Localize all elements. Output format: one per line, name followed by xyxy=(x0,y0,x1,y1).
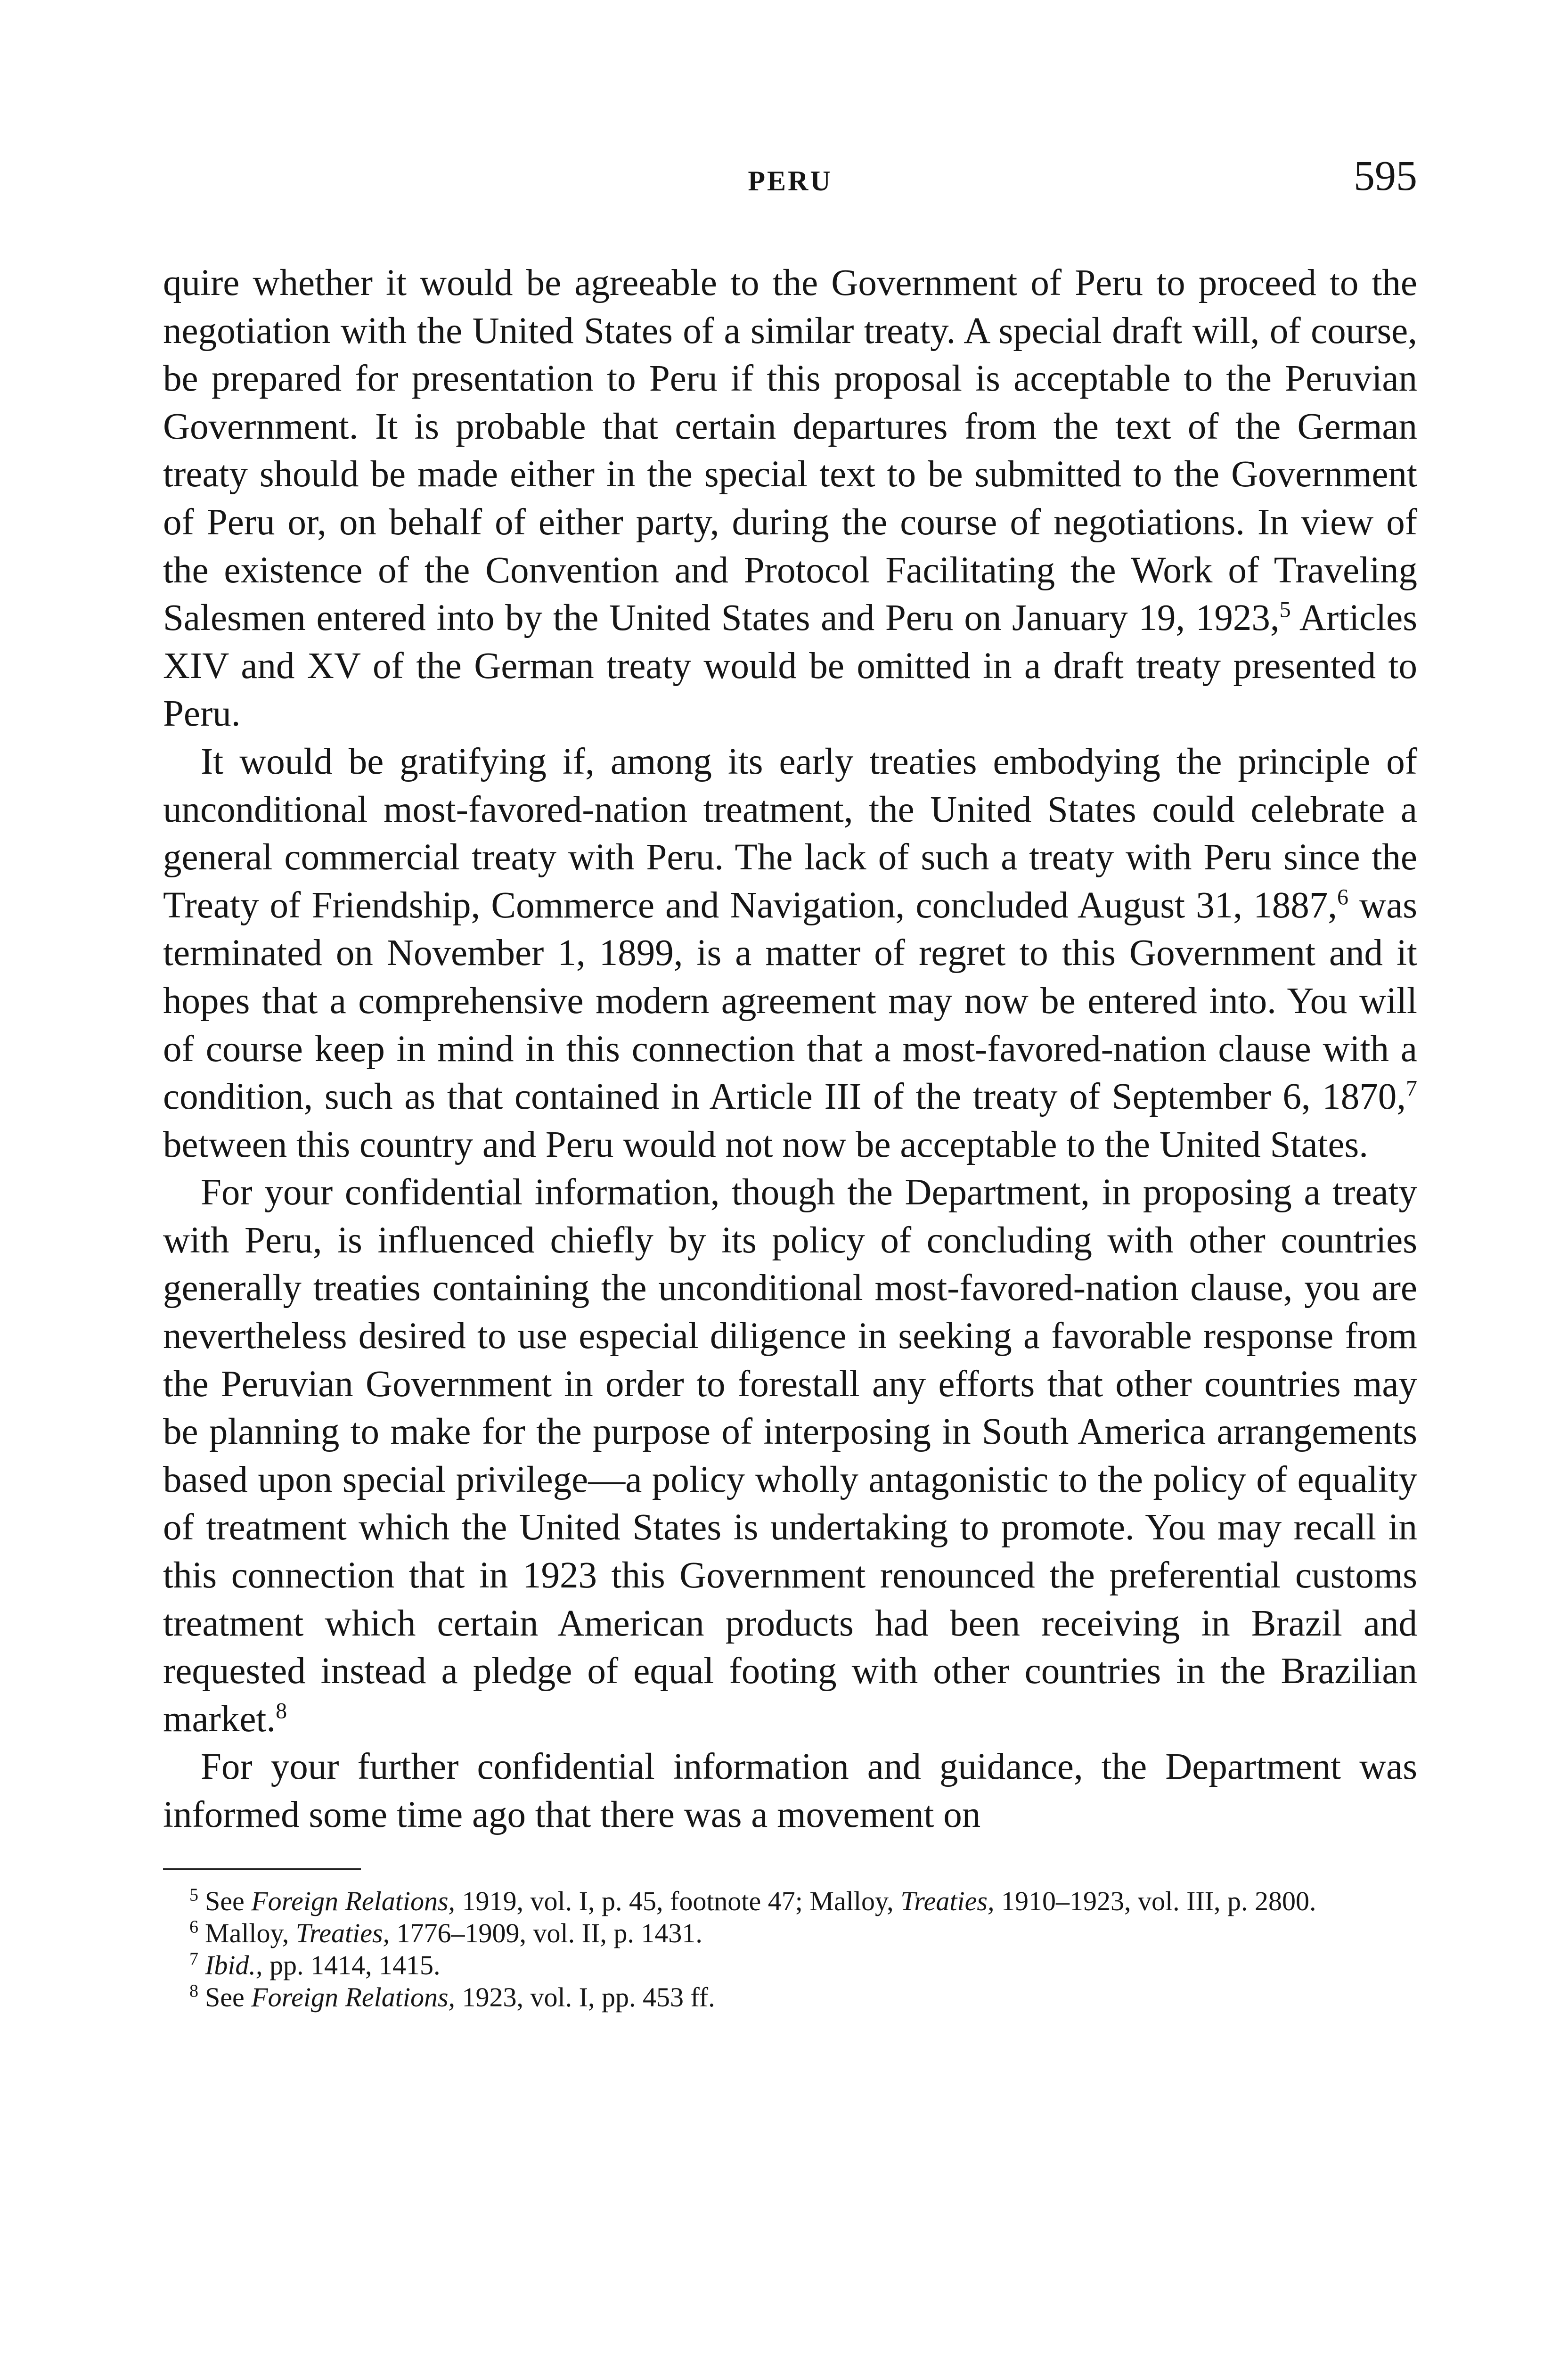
footnote-volume: I xyxy=(579,1981,588,2012)
paragraph-2-text-b: was terminated on November 1, 1899, is a matter of regret to this Government and it hopes that a comprehensive modern agreement may now be entered into. You will of course keep in mind in this connection that a most-favored-nation clause with a condition, such as that contained in Article III of the treaty of September 6, 1870, xyxy=(163,884,1418,1118)
footnote-text: , p. 45, footnote 47; Malloy, xyxy=(588,1885,901,1916)
footnote-ref-6: 6 xyxy=(1337,884,1348,910)
paragraph-4-text: For your further confidential information and guidance, the Department was informed some time ago that there was a movement on xyxy=(163,1746,1417,1835)
footnote-6 xyxy=(163,1917,1417,1949)
footnote-text: See xyxy=(205,1885,252,1916)
footnote-italic: Foreign Relations, xyxy=(251,1981,456,2012)
footnote-7 xyxy=(163,1949,1417,1981)
paragraph-1 xyxy=(163,259,1417,738)
footnote-marker: 7 xyxy=(189,1949,198,1969)
footnote-text: , pp. 453 ff. xyxy=(588,1981,715,2012)
footnote-text: 1923, vol. xyxy=(455,1981,579,2012)
paragraph-2 xyxy=(163,738,1417,1169)
footnote-italic: Ibid., xyxy=(205,1949,263,1980)
footnote-text: , p. 2800. xyxy=(1214,1885,1316,1916)
paragraph-1-text-b: Articles XIV and XV of the German treaty would be omitted in a draft treaty presented to Peru. xyxy=(163,597,1417,735)
paragraph-3 xyxy=(163,1169,1417,1743)
footnote-5 xyxy=(163,1885,1417,1917)
page-number: 595 xyxy=(1354,153,1417,199)
footnote-marker: 5 xyxy=(189,1885,198,1905)
footnote-8 xyxy=(163,1981,1417,2013)
footnote-volume: III xyxy=(1186,1885,1214,1916)
footnote-volume: I xyxy=(579,1885,588,1916)
footnote-divider xyxy=(163,1868,361,1870)
footnote-text: 1910–1923, vol. xyxy=(994,1885,1187,1916)
footnote-text: pp. 1414, 1415. xyxy=(262,1949,441,1980)
paragraph-1-text-a: quire whether it would be agreeable to the Government of Peru to proceed to the negotiation with the United States of a similar treaty. A special draft will, of course, be prepared for presentation to Peru if this proposal is acceptable to the Peruvian Government. It is probable that certain departures from the text of the German treaty should be made either in the special text to be submitted to the Government of Peru or, on behalf of either party, during the course of negotiations. In view of the existence of the Convention and Protocol Facilitating the Work of Traveling Salesmen entered into by the United States and Peru on January 19, 1923, xyxy=(163,262,1417,639)
footnote-italic: Treaties, xyxy=(295,1917,390,1948)
paragraph-4 xyxy=(163,1743,1417,1839)
footnote-text: Malloy, xyxy=(205,1917,296,1948)
footnote-text: , p. 1431. xyxy=(600,1917,702,1948)
footnote-italic: Treaties, xyxy=(900,1885,995,1916)
footnote-text: 1776–1909, vol. xyxy=(390,1917,582,1948)
footnote-ref-7: 7 xyxy=(1406,1076,1417,1101)
paragraph-3-text: For your confidential information, though the Department, in proposing a treaty with Peru, is influenced chiefly by its policy of concluding with other countries generally treaties containing the unconditional most-favored-nation clause, you are nevertheless desired to use especial diligence in seeking a favorable response from the Peruvian Government in order to forestall any efforts that other countries may be planning to make for the purpose of interposing in South America arrangements based upon special privilege—a policy wholly antagonistic to the policy of equality of treatment which the United States is undertaking to promote. You may recall in this connection that in 1923 this Government renounced the preferential customs treatment which certain American products had been receiving in Brazil and requested instead a pledge of equal footing with other countries in the Brazilian market. xyxy=(163,1172,1417,1740)
running-head xyxy=(163,137,1417,207)
footnote-marker: 8 xyxy=(189,1981,198,2001)
footnotes xyxy=(163,1885,1417,2013)
paragraph-2-text-a: It would be gratifying if, among its early treaties embodying the principle of unconditional most-favored-nation treatment, the United States could celebrate a general commercial treaty with Peru. The lack of such a treaty with Peru since the Treaty of Friendship, Commerce and Navigation, concluded August 31, 1887, xyxy=(163,741,1417,926)
footnote-ref-5: 5 xyxy=(1279,597,1291,622)
body-text xyxy=(163,259,1417,1839)
footnote-text: 1919, vol. xyxy=(455,1885,579,1916)
footnote-volume: II xyxy=(581,1917,600,1948)
footnote-ref-8: 8 xyxy=(276,1698,287,1724)
running-title: PERU xyxy=(748,165,833,196)
footnote-text: See xyxy=(205,1981,252,2012)
document-page xyxy=(163,137,1417,2013)
footnote-italic: Foreign Relations, xyxy=(251,1885,456,1916)
paragraph-2-text-c: between this country and Peru would not now be acceptable to the United States. xyxy=(163,1124,1369,1165)
footnote-marker: 6 xyxy=(189,1917,198,1937)
